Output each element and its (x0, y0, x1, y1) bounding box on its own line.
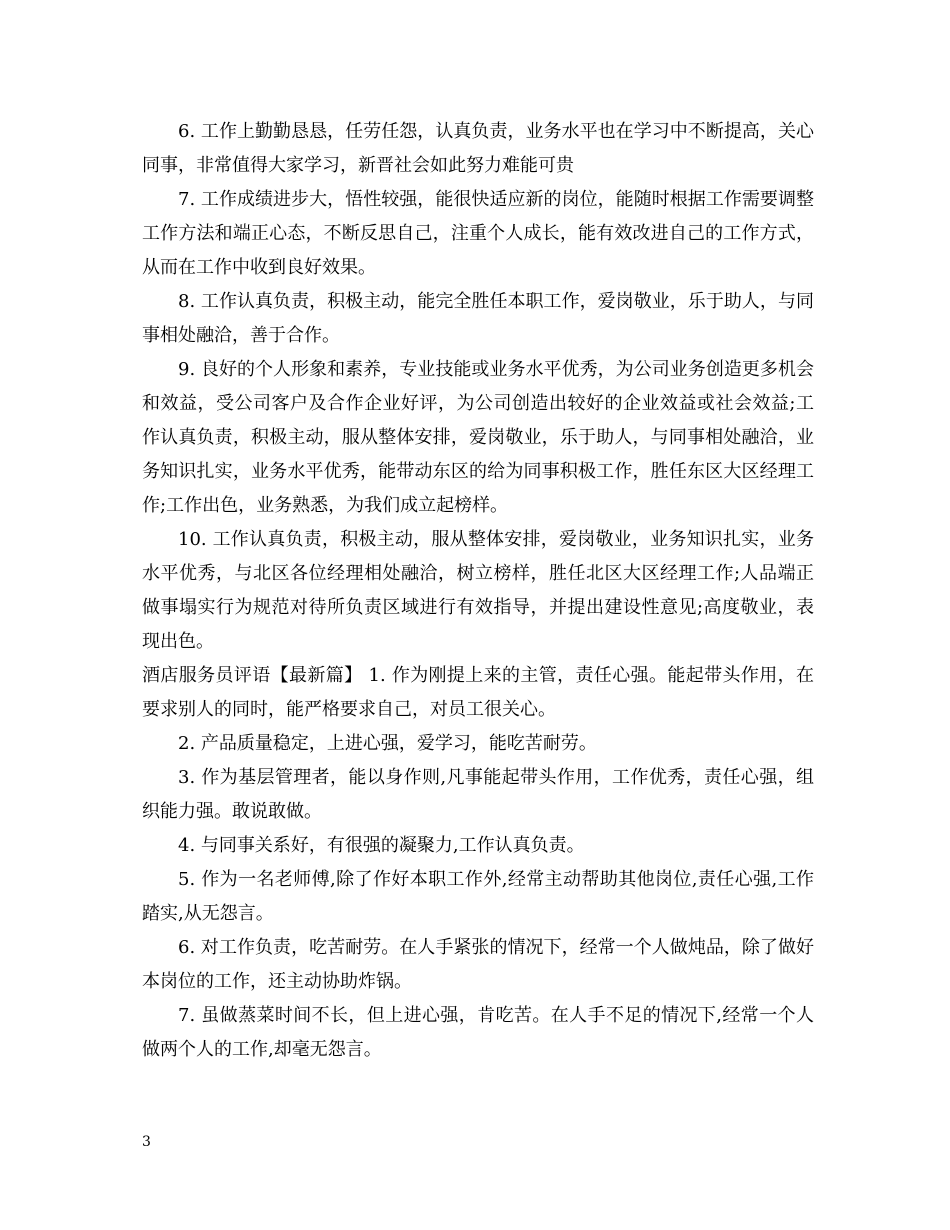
section-heading-paragraph: 酒店服务员评语【最新篇】 1. 作为刚提上来的主管，责任心强。能起带头作用，在要求别人的同时，能严格要求自己，对员工很关心。 (142, 665, 814, 720)
paragraph-item-8: 8. 工作认真负责，积极主动，能完全胜任本职工作，爱岗敬业，乐于助人，与同事相处融洽，善于合作。 (142, 291, 814, 346)
paragraph-item-10: 10. 工作认真负责，积极主动，服从整体安排，爱岗敬业，业务知识扎实，业务水平优秀，与北区各位经理相处融洽，树立榜样，胜任北区大区经理工作;人品端正做事塌实行为规范对待所负责区域进行有效指导，并提出建设性意见;高度敬业，表现出色。 (142, 529, 814, 652)
paragraph-item-7-b: 7. 虽做蒸菜时间不长，但上进心强，肯吃苦。在人手不足的情况下,经常一个人做两个人的工作,却毫无怨言。 (142, 1005, 814, 1060)
paragraph-item-6-a: 6. 工作上勤勤恳恳，任劳任怨，认真负责，业务水平也在学习中不断提高，关心同事，非常值得大家学习，新晋社会如此努力难能可贵 (142, 121, 814, 176)
document-body (142, 115, 814, 1067)
page-number: 3 (142, 1134, 151, 1150)
paragraph-item-9: 9. 良好的个人形象和素养，专业技能或业务水平优秀，为公司业务创造更多机会和效益，受公司客户及合作企业好评，为公司创造出较好的企业效益或社会效益;工作认真负责，积极主动，服从整体安排，爱岗敬业，乐于助人，与同事相处融洽，业务知识扎实，业务水平优秀，能带动东区的给为同事积极工作，胜任东区大区经理工作;工作出色，业务熟悉，为我们成立起榜样。 (142, 359, 814, 516)
paragraph-item-6-b: 6. 对工作负责，吃苦耐劳。在人手紧张的情况下，经常一个人做炖品，除了做好本岗位的工作，还主动协助炸锅。 (142, 937, 814, 992)
paragraph-item-7-a: 7. 工作成绩进步大，悟性较强，能很快适应新的岗位，能随时根据工作需要调整工作方法和端正心态，不断反思自己，注重个人成长，能有效改进自己的工作方式，从而在工作中收到良好效果。 (142, 189, 814, 278)
paragraph-item-2: 2. 产品质量稳定，上进心强，爱学习，能吃苦耐劳。 (178, 733, 597, 754)
paragraph-item-5: 5. 作为一名老师傅,除了作好本职工作外,经常主动帮助其他岗位,责任心强,工作踏实,从无怨言。 (142, 869, 814, 924)
paragraph-item-3: 3. 作为基层管理者，能以身作则,凡事能起带头作用，工作优秀，责任心强，组织能力强。敢说敢做。 (142, 767, 814, 822)
paragraph-item-4: 4. 与同事关系好，有很强的凝聚力,工作认真负责。 (178, 835, 585, 856)
